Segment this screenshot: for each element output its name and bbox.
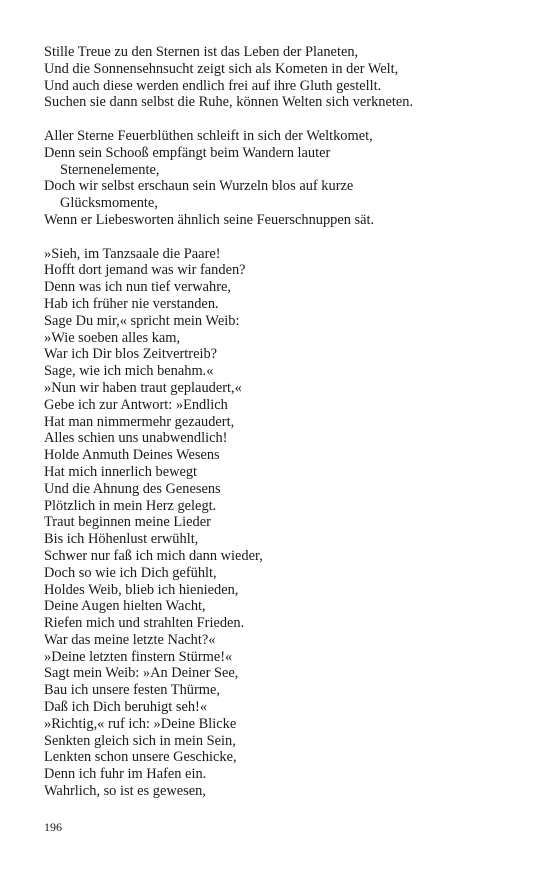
verse-line: Gebe ich zur Antwort: »Endlich <box>44 396 228 413</box>
stanza <box>44 128 524 229</box>
verse-line: Denn sein Schooß empfängt beim Wandern lauter <box>44 144 331 161</box>
stanza <box>44 246 524 800</box>
verse-line: Und die Ahnung des Genesens <box>44 480 221 497</box>
verse-line: »Deine letzten finstern Stürme!« <box>44 648 233 665</box>
verse-line: Doch so wie ich Dich gefühlt, <box>44 564 217 581</box>
verse-line: Aller Sterne Feuerblüthen schleift in sich der Weltkomet, <box>44 127 373 144</box>
verse-line: War das meine letzte Nacht?« <box>44 631 216 648</box>
verse-line: Hofft dort jemand was wir fanden? <box>44 262 246 279</box>
verse-line: Sage Du mir,« spricht mein Weib: <box>44 312 240 329</box>
verse-line: »Richtig,« ruf ich: »Deine Blicke <box>44 715 237 732</box>
verse-line: Bis ich Höhenlust erwühlt, <box>44 531 199 548</box>
verse-line: Hat mich innerlich bewegt <box>44 463 198 480</box>
verse-line: Denn was ich nun tief verwahre, <box>44 279 232 296</box>
verse-line: Sagt mein Weib: »An Deiner See, <box>44 665 239 682</box>
verse-line: Doch wir selbst erschaun sein Wurzeln blos auf kurze <box>44 178 354 195</box>
poem-body <box>44 44 524 817</box>
verse-line: Und auch diese werden endlich frei auf ihre Gluth gestellt. <box>44 77 382 94</box>
verse-line: Riefen mich und strahlten Frieden. <box>44 615 245 632</box>
verse-line: Daß ich Dich beruhigt seh!« <box>44 699 208 716</box>
verse-line: Schwer nur faß ich mich dann wieder, <box>44 547 263 564</box>
verse-line: Hat man nimmermehr gezaudert, <box>44 413 235 430</box>
verse-line: Holdes Weib, blieb ich hienieden, <box>44 581 239 598</box>
verse-line: Suchen sie dann selbst die Ruhe, können Welten sich verkneten. <box>44 94 414 111</box>
stanza <box>44 44 524 111</box>
verse-line: Lenkten schon unsere Geschicke, <box>44 749 237 766</box>
page-number: 196 <box>44 820 62 834</box>
verse-line: Stille Treue zu den Sternen ist das Leben der Planeten, <box>44 44 359 60</box>
verse-line-continuation: Sternenelemente, <box>60 161 160 178</box>
verse-line: Traut beginnen meine Lieder <box>44 514 211 531</box>
verse-line-continuation: Glücksmomente, <box>60 195 158 212</box>
verse-line: Deine Augen hielten Wacht, <box>44 598 206 615</box>
verse-line: Wenn er Liebesworten ähnlich seine Feuerschnuppen sät. <box>44 211 375 228</box>
verse-line: Plötzlich in mein Herz gelegt. <box>44 497 217 514</box>
verse-line: »Nun wir haben traut geplaudert,« <box>44 379 242 396</box>
verse-line: »Wie soeben alles kam, <box>44 329 181 346</box>
verse-line: Denn ich fuhr im Hafen ein. <box>44 766 207 783</box>
verse-line: Sage, wie ich mich benahm.« <box>44 363 214 380</box>
verse-line: Senkten gleich sich in mein Sein, <box>44 732 236 749</box>
verse-line: Hab ich früher nie verstanden. <box>44 295 219 312</box>
verse-line: Alles schien uns unabwendlich! <box>44 430 228 447</box>
verse-line: Holde Anmuth Deines Wesens <box>44 447 220 464</box>
verse-line: »Sieh, im Tanzsaale die Paare! <box>44 245 221 262</box>
verse-line: Bau ich unsere festen Thürme, <box>44 682 220 699</box>
verse-line: War ich Dir blos Zeitvertreib? <box>44 346 218 363</box>
verse-line: Und die Sonnensehnsucht zeigt sich als Kometen in der Welt, <box>44 60 399 77</box>
verse-line: Wahrlich, so ist es gewesen, <box>44 783 206 800</box>
